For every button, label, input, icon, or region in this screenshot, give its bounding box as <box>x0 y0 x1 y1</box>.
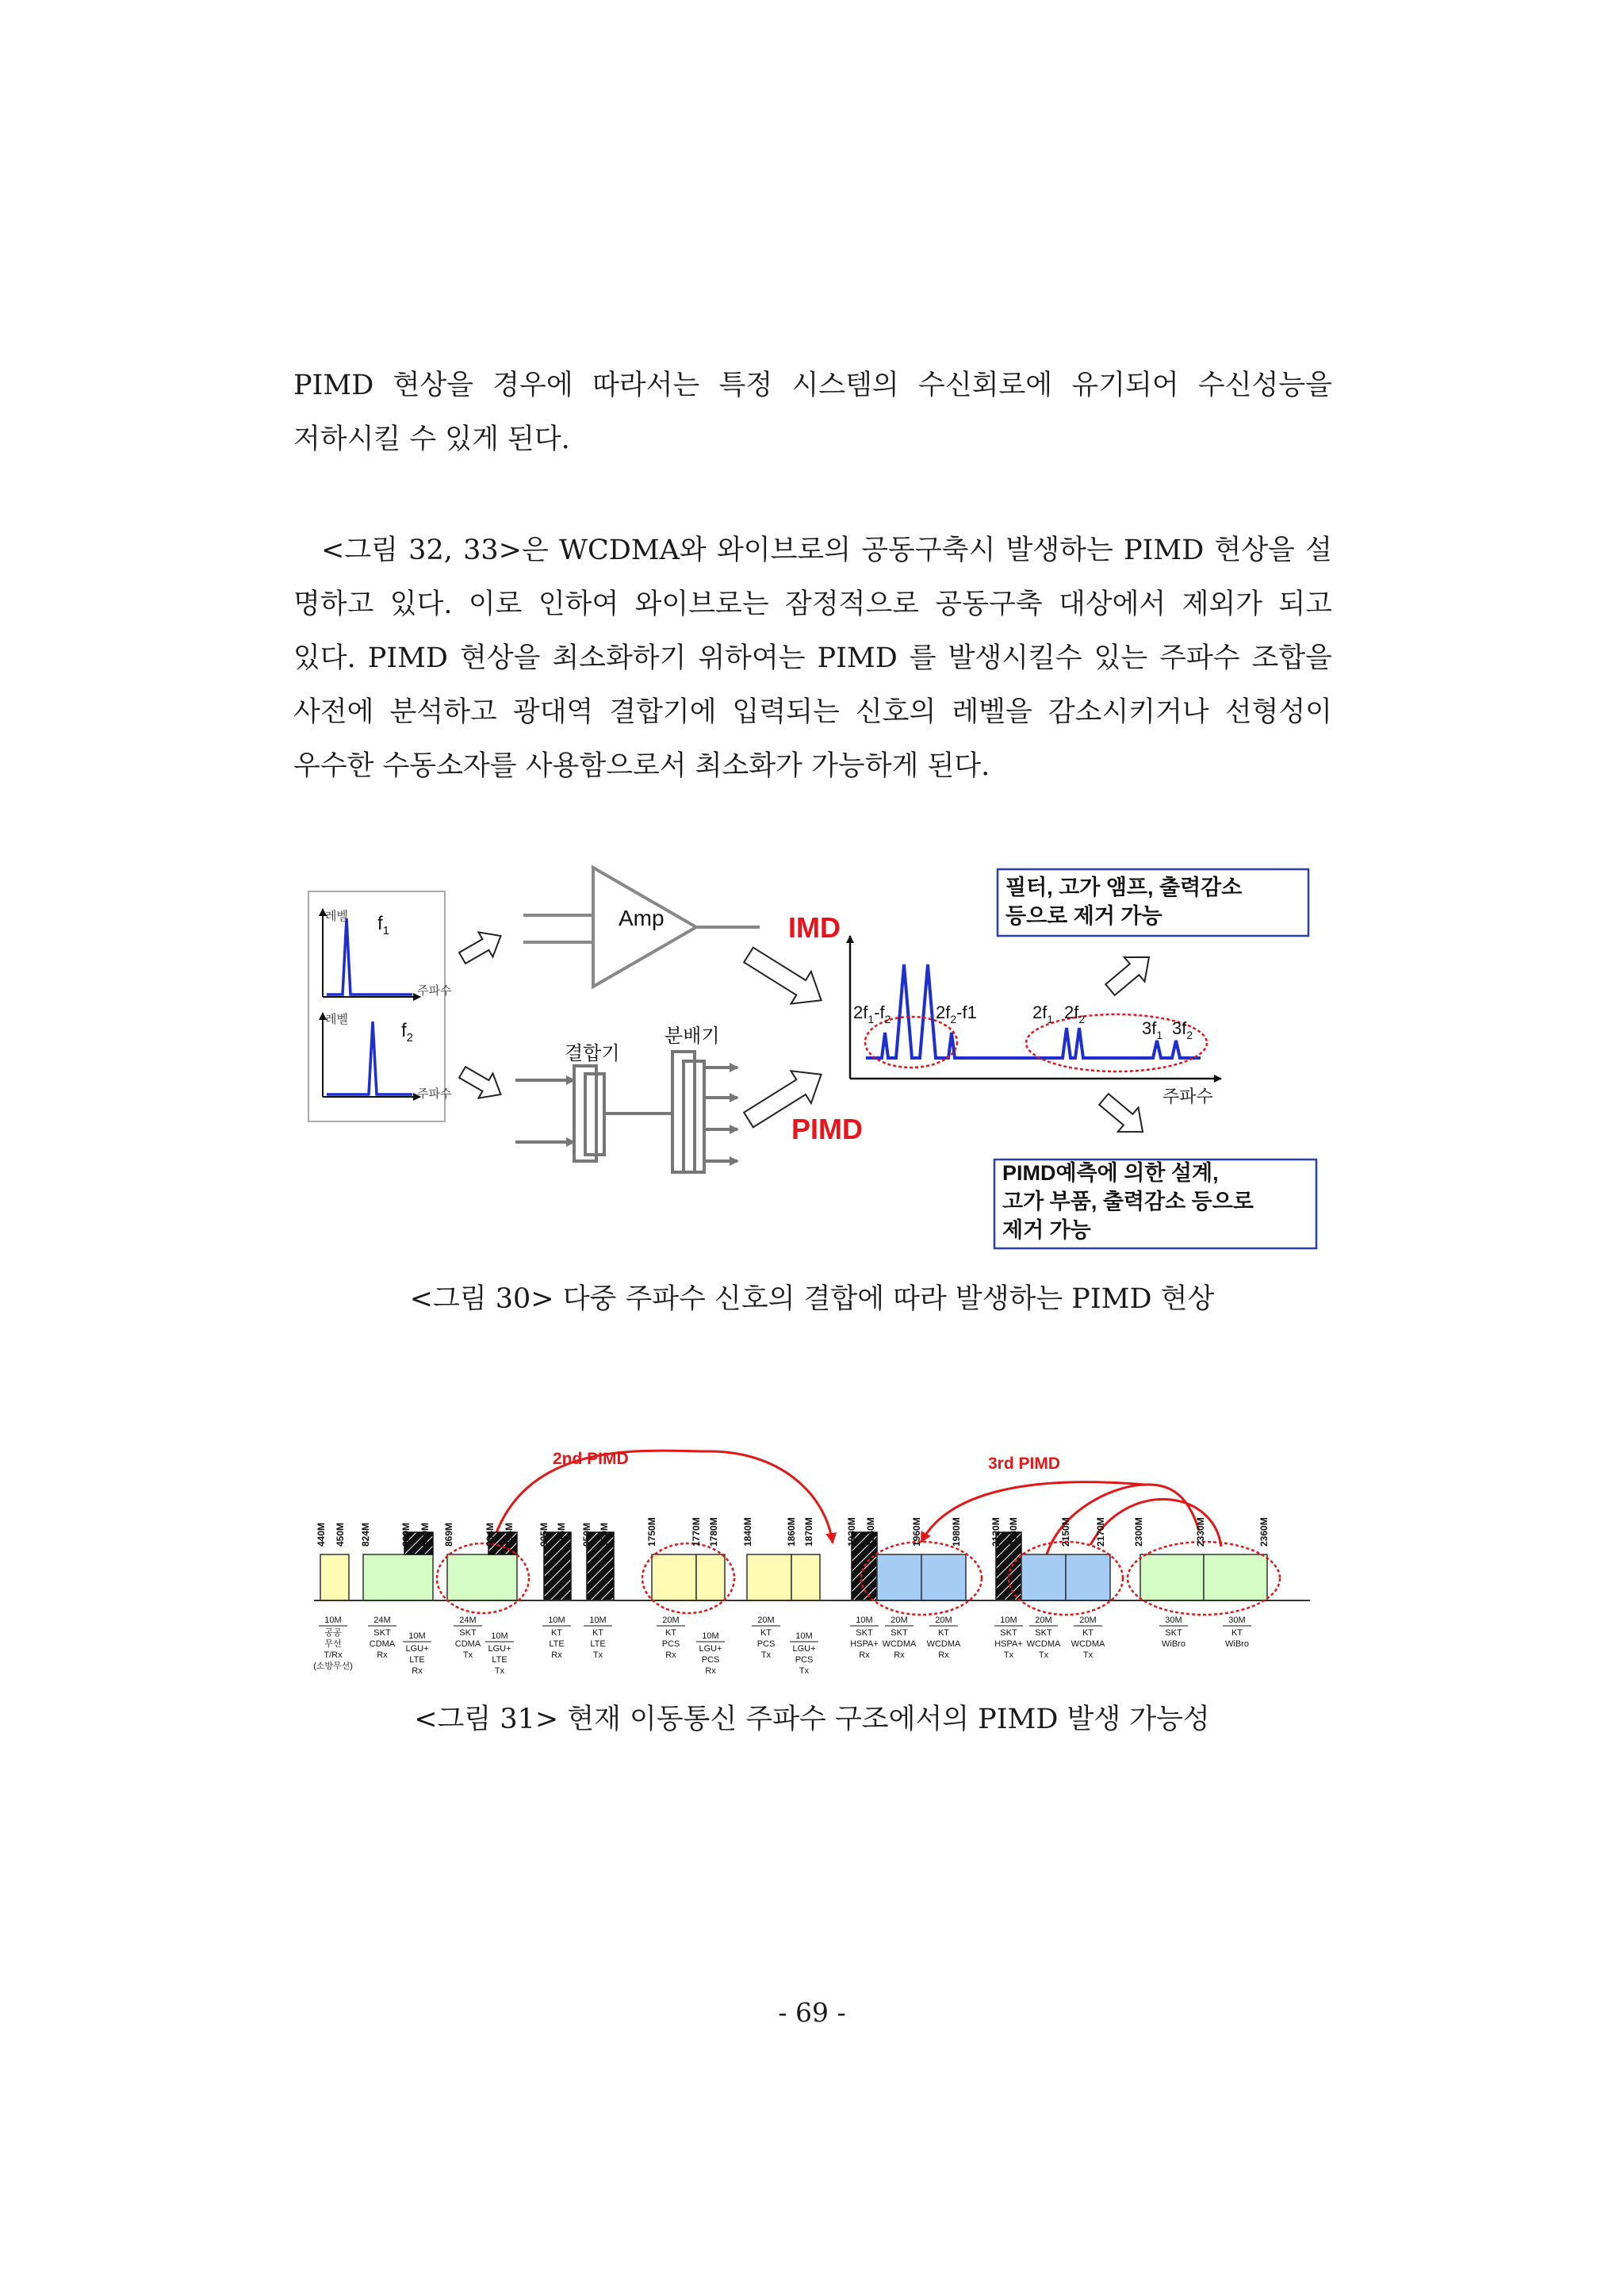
band-description-line: Tx <box>462 1650 473 1660</box>
output-spectrum <box>850 936 1221 1106</box>
note-bottom-line: 고가 부품, 출력감소 등으로 <box>1002 1190 1254 1213</box>
to-bottom-box-arrow-icon <box>1094 1087 1153 1144</box>
band-bandwidth: 30M <box>1165 1616 1182 1625</box>
band-bandwidth: 10M <box>856 1616 873 1625</box>
band-bandwidth: 10M <box>491 1631 508 1641</box>
flow-arrow-icon <box>455 923 508 970</box>
band-descriptions <box>313 1616 1251 1676</box>
band-bandwidth: 10M <box>408 1631 426 1641</box>
frequency-tick-label: 1960M <box>911 1517 922 1547</box>
removal-note-bottom <box>994 1159 1316 1248</box>
note-bottom-line: PIMD예측에 의한 설계, <box>1002 1161 1219 1185</box>
frequency-tick-label: 849M <box>419 1522 431 1547</box>
frequency-tick-label: 2330M <box>1195 1517 1206 1547</box>
band-block <box>877 1554 921 1600</box>
frequency-tick-label: 2120M <box>990 1517 1002 1547</box>
frequency-tick-label: 2300M <box>1133 1517 1144 1547</box>
combiner-label: 결합기 <box>565 1043 620 1064</box>
peak-label-2f1-f2: $2f_1-f_2$ <box>853 1002 891 1025</box>
peak-label-3f2: $3f_2$ <box>1172 1018 1193 1041</box>
band-description-line: Tx <box>1003 1650 1014 1660</box>
band-description-line: Rx <box>859 1650 870 1660</box>
figure-30-caption: <그림 30> 다중 주파수 신호의 결합에 따라 발생하는 PIMD 현상 <box>409 1283 1215 1315</box>
band-block <box>1066 1554 1110 1600</box>
band-description-line: Tx <box>760 1650 772 1660</box>
band-description-line: WCDMA <box>882 1639 917 1649</box>
band-description-line: LTE <box>549 1639 565 1649</box>
band-bandwidth: 10M <box>324 1616 342 1625</box>
f1-label: $f_1$ <box>377 913 390 937</box>
axis-freq-label: 주파수 <box>417 1087 452 1101</box>
figure-31 <box>0 1412 1624 1681</box>
3rd-pimd-arc <box>1145 1485 1199 1531</box>
band-description-line: SKT <box>1035 1628 1052 1638</box>
frequency-tick-label: 824M <box>360 1522 371 1547</box>
frequency-tick-label: 905M <box>538 1522 550 1547</box>
axis-level-label: 레벨 <box>325 1013 348 1026</box>
band-description-line: PCS <box>661 1639 680 1649</box>
frequency-tick-label: 1870M <box>803 1517 814 1547</box>
band-description-line: Rx <box>705 1666 716 1676</box>
band-block <box>447 1554 517 1600</box>
band-description-line: T/Rx <box>324 1650 343 1660</box>
note-top-line: 등으로 제거 가능 <box>1005 904 1162 928</box>
note-top-line: 필터, 고가 앰프, 출력감소 <box>1005 876 1243 899</box>
paragraph-line: 우수한 수동소자를 사용함으로서 최소화가 가능하게 된다. <box>293 750 990 782</box>
frequency-tick-label: 1930M <box>846 1517 857 1547</box>
band-block <box>696 1554 725 1600</box>
band-description-line: (소방무선) <box>313 1662 353 1671</box>
band-description-line: LTE <box>590 1639 606 1649</box>
band-description-line: Rx <box>412 1666 423 1676</box>
to-top-box-arrow-icon <box>1100 945 1159 1002</box>
frequency-tick-label: 2130M <box>1008 1517 1019 1547</box>
frequency-tick-label: 440M <box>316 1522 327 1547</box>
band-description-line: LTE <box>409 1655 425 1665</box>
band-bandwidth: 20M <box>757 1616 775 1625</box>
paragraph-line: <그림 32, 33>은 WCDMA와 와이브로의 공동구축시 발생하는 PIMD 현상을 설 <box>321 535 1332 566</box>
band-description-line: KT <box>550 1628 563 1638</box>
imd-label: IMD <box>788 911 841 944</box>
frequency-tick-label: 1860M <box>786 1517 797 1547</box>
band-description-line: WiBro <box>1225 1639 1249 1649</box>
peak-label-2f2-f1: $2f_2-f1$ <box>936 1002 977 1025</box>
band-description-line: LGU+ <box>792 1644 816 1654</box>
frequency-tick-label: 1840M <box>742 1517 753 1547</box>
band-description-line: 무선 <box>324 1639 342 1649</box>
band-block <box>747 1554 791 1600</box>
frequency-tick-label: 2360M <box>1258 1517 1270 1547</box>
band-description-line: KT <box>937 1628 950 1638</box>
band-block <box>320 1554 349 1600</box>
frequency-tick-label: 839M <box>400 1522 412 1547</box>
pimd-label: PIMD <box>791 1113 863 1145</box>
band-description-line: Rx <box>377 1650 388 1660</box>
2nd-pimd-label: 2nd PIMD <box>553 1450 629 1468</box>
band-description-line: Tx <box>494 1666 505 1676</box>
band-bandwidth: 20M <box>891 1616 908 1625</box>
f2-label: $f_2$ <box>401 1020 414 1045</box>
frequency-tick-label: 1780M <box>708 1517 719 1547</box>
figure-31-caption: <그림 31> 현재 이동통신 주파수 구조에서의 PIMD 발생 가능성 <box>414 1704 1210 1735</box>
frequency-tick-label: 915M <box>556 1522 567 1547</box>
band-description-line: Tx <box>1038 1650 1049 1660</box>
frequency-tick-label: 869M <box>443 1522 454 1547</box>
page-number: - 69 - <box>778 1997 846 2028</box>
band-bandwidth: 10M <box>1000 1616 1017 1625</box>
3rd-pimd-label: 3rd PIMD <box>988 1455 1061 1473</box>
band-description-line: Tx <box>1082 1650 1094 1660</box>
band-description-line: PCS <box>701 1655 720 1665</box>
band-bandwidth: 20M <box>935 1616 952 1625</box>
spectrum-freq-label: 주파수 <box>1162 1087 1213 1106</box>
band-bandwidth: 10M <box>589 1616 607 1625</box>
amp-label: Amp <box>619 906 665 930</box>
band-description-line: HSPA+ <box>994 1639 1023 1649</box>
paragraph-line: 사전에 분석하고 광대역 결합기에 입력되는 신호의 레벨을 감소시키거나 선형성이 <box>293 696 1332 728</box>
frequency-tick-label: 960M <box>599 1522 610 1547</box>
band-description-line: Rx <box>665 1650 676 1660</box>
band-description-line: KT <box>592 1628 604 1638</box>
band-bandwidth: 10M <box>795 1631 813 1641</box>
removal-note-top <box>998 869 1308 936</box>
band-block <box>363 1554 433 1600</box>
band-bandwidth: 20M <box>1079 1616 1097 1625</box>
band-bandwidth: 10M <box>702 1631 719 1641</box>
band-description-line: KT <box>1082 1628 1094 1638</box>
frequency-tick-label: 1980M <box>951 1517 962 1547</box>
band-description-line: LGU+ <box>699 1644 722 1654</box>
band-bandwidth: 20M <box>662 1616 680 1625</box>
band-description-line: LGU+ <box>405 1644 429 1654</box>
band-description-line: Rx <box>938 1650 949 1660</box>
band-block <box>921 1554 966 1600</box>
band-bandwidth: 10M <box>548 1616 565 1625</box>
frequency-tick-label: 450M <box>335 1522 346 1547</box>
flow-arrow-icon <box>455 1060 508 1106</box>
frequency-labels <box>316 1517 1270 1547</box>
band-description-line: WiBro <box>1162 1639 1185 1649</box>
input-spectra-panel <box>308 891 452 1121</box>
band-description-line: SKT <box>1165 1628 1182 1638</box>
peak-label-2f1: $2f_1$ <box>1032 1002 1054 1025</box>
band-bandwidth: 30M <box>1228 1616 1246 1625</box>
frequency-tick-label: 884M <box>485 1522 496 1547</box>
frequency-tick-label: 1940M <box>865 1517 876 1547</box>
band-bandwidth: 24M <box>373 1616 391 1625</box>
band-description-line: WCDMA <box>1071 1639 1105 1649</box>
peak-label-2f2: $2f_2$ <box>1064 1002 1086 1025</box>
band-description-line: SKT <box>1000 1628 1017 1638</box>
band-description-line: Rx <box>894 1650 905 1660</box>
band-description-line: SKT <box>891 1628 908 1638</box>
axis-freq-label: 주파수 <box>417 984 452 998</box>
frequency-tick-label: 894M <box>504 1522 515 1547</box>
band-description-line: 공공 <box>324 1628 342 1638</box>
band-description-line: PCS <box>795 1655 814 1665</box>
band-description-line: PCS <box>756 1639 776 1649</box>
band-block <box>791 1554 820 1600</box>
band-description-line: WCDMA <box>1026 1639 1061 1649</box>
band-block <box>1021 1554 1066 1600</box>
paragraph-line: 명하고 있다. 이로 인하여 와이브로는 잠정적으로 공동구축 대상에서 제외가 되고 <box>293 588 1332 620</box>
band-description-line: KT <box>760 1628 772 1638</box>
divider-label: 분배기 <box>665 1025 720 1047</box>
paragraph-line: 저하시킬 수 있게 된다. <box>293 424 570 455</box>
band-block <box>1204 1554 1267 1600</box>
note-bottom-line: 제거 가능 <box>1002 1218 1091 1242</box>
frequency-tick-label: 1770M <box>691 1517 702 1547</box>
band-description-line: HSPA+ <box>850 1639 879 1649</box>
imd-arrow-icon <box>738 939 831 1017</box>
peak-label-3f1: $3f_1$ <box>1142 1018 1163 1041</box>
paragraph-line: 있다. PIMD 현상을 최소화하기 위하여는 PIMD 를 발생시킬수 있는 주파수 조합을 <box>293 642 1332 674</box>
band-description-line: WCDMA <box>926 1639 961 1649</box>
frequency-tick-label: 2170M <box>1095 1517 1106 1547</box>
band-description-line: LTE <box>492 1655 508 1665</box>
band-description-line: CDMA <box>369 1639 396 1649</box>
band-block <box>1140 1554 1204 1600</box>
paragraph-line: PIMD 현상을 경우에 따라서는 특정 시스템의 수신회로에 유기되어 수신성능을 <box>293 370 1332 401</box>
band-description-line: Tx <box>799 1666 810 1676</box>
band-description-line: KT <box>665 1628 677 1638</box>
band-description-line: CDMA <box>454 1639 481 1649</box>
frequency-tick-label: 1750M <box>646 1517 657 1547</box>
amplifier <box>523 868 841 987</box>
band-description-line: SKT <box>856 1628 873 1638</box>
band-block <box>652 1554 696 1600</box>
frequency-tick-label: 950M <box>581 1522 592 1547</box>
band-bandwidth: 24M <box>459 1616 477 1625</box>
band-description-line: SKT <box>373 1628 391 1638</box>
axis-level-label: 레벨 <box>325 910 348 923</box>
hollow-arrows <box>455 923 1159 1144</box>
frequency-tick-label: 2150M <box>1060 1517 1071 1547</box>
band-description-line: Tx <box>592 1650 603 1660</box>
band-bandwidth: 20M <box>1035 1616 1052 1625</box>
band-description-line: Rx <box>551 1650 562 1660</box>
band-description-line: SKT <box>459 1628 477 1638</box>
band-description-line: KT <box>1231 1628 1243 1638</box>
band-description-line: LGU+ <box>488 1644 511 1654</box>
